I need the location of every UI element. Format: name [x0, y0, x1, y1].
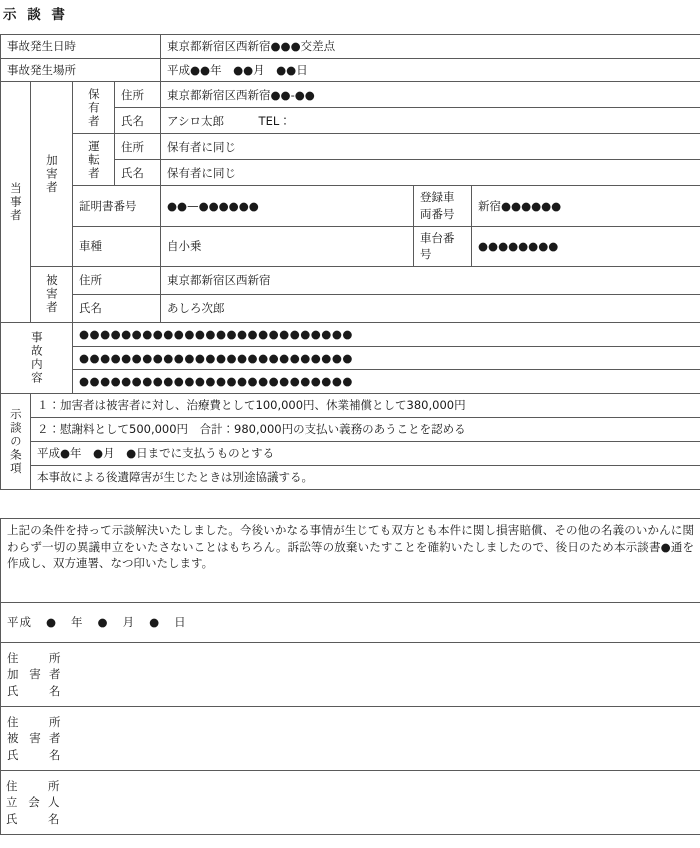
- signing-date-line: [1, 603, 700, 643]
- settlement-term-1: １：加害者は被害者に対し、治療費として100,000円、休業補償として380,000円: [31, 394, 700, 418]
- table-row: [1, 519, 700, 603]
- driver-label: 運転者: [73, 134, 115, 186]
- table-row: [1, 418, 700, 442]
- victim-name-value: あしろ次郎: [161, 295, 700, 323]
- driver-address-label: 住所: [115, 134, 161, 160]
- signature-address-char-2: 所: [49, 714, 61, 729]
- signature-name-char-2: 名: [49, 683, 61, 698]
- table-row: [1, 226, 700, 266]
- signature-role-char-2: 会: [28, 795, 40, 810]
- driver-address-value: 保有者に同じ: [161, 134, 700, 160]
- signature-block-witness: [1, 771, 700, 835]
- victim-address-label: 住所: [73, 267, 161, 295]
- registration-number-value: 新宿●●●●●●: [472, 186, 700, 226]
- signature-role-char-1: 被: [7, 731, 19, 746]
- table-row: [1, 442, 700, 466]
- table-row: [1, 643, 700, 707]
- incident-content-line-2: ●●●●●●●●●●●●●●●●●●●●●●●●●●: [73, 346, 700, 370]
- signature-role-row: [7, 730, 694, 747]
- signing-date-day-mark: ●: [149, 615, 161, 630]
- table-row: [1, 394, 700, 418]
- signing-date-month-mark: ●: [97, 615, 109, 630]
- table-row: [1, 603, 700, 643]
- signature-address-char-1: 住: [7, 714, 19, 729]
- accident-datetime-value: 東京都新宿区西新宿●●●交差点: [161, 35, 700, 59]
- settlement-term-3: 平成●年 ●月 ●日までに支払うものとする: [31, 442, 700, 466]
- car-type-label: 車種: [73, 226, 161, 266]
- table-row: [1, 295, 700, 323]
- car-type-value: 自小乗: [161, 226, 414, 266]
- settlement-term-2: ２：慰謝料として500,000円 合計：980,000円の支払い義務のあうことを認める: [31, 418, 700, 442]
- section-spacer: [0, 490, 700, 518]
- chassis-number-value: ●●●●●●●●: [472, 226, 700, 266]
- victim-name-label: 氏名: [73, 295, 161, 323]
- accident-datetime-label: 事故発生日時: [1, 35, 161, 59]
- signature-block-offender: [1, 643, 700, 707]
- offender-label: 加害者: [31, 82, 73, 267]
- signature-block-victim: [1, 707, 700, 771]
- table-row: [1, 58, 700, 82]
- chassis-number-label: 車台番号: [414, 226, 472, 266]
- driver-name-label: 氏名: [115, 160, 161, 186]
- table-row: [1, 134, 700, 160]
- owner-label: 保有者: [73, 82, 115, 134]
- settlement-terms-label: 示談の条項: [1, 394, 31, 490]
- table-row: [1, 466, 700, 490]
- accident-place-value: 平成●●年 ●●月 ●●日: [161, 58, 700, 82]
- victim-label: 被害者: [31, 267, 73, 323]
- victim-address-value: 東京都新宿区西新宿: [161, 267, 700, 295]
- signature-role-char-3: 人: [48, 795, 60, 810]
- page-title: 示 談 書: [3, 7, 68, 23]
- certificate-number-label: 証明書番号: [73, 186, 161, 226]
- signature-role-char-2: 害: [29, 667, 41, 682]
- table-row: [1, 267, 700, 295]
- table-row: [1, 35, 700, 59]
- signing-date-day-unit: 日: [174, 615, 187, 630]
- certificate-number-value: ●●—●●●●●●: [161, 186, 414, 226]
- signature-address-char-1: 住: [7, 650, 19, 665]
- accident-details-table: [0, 34, 700, 490]
- statement-and-signature-table: [0, 518, 700, 835]
- signature-address-row: [7, 650, 694, 667]
- driver-name-value: 保有者に同じ: [161, 160, 700, 186]
- signature-address-char-2: 所: [48, 778, 60, 793]
- signing-date-year-mark: ●: [46, 615, 58, 630]
- statement-paragraph-cell: [1, 519, 700, 603]
- signature-role-char-1: 加: [7, 667, 19, 682]
- signature-name-row: [6, 811, 694, 828]
- signing-date-year-unit: 年: [71, 615, 84, 630]
- signature-name-row: [7, 747, 694, 764]
- table-row: [1, 370, 700, 394]
- signature-address-row: [6, 778, 694, 795]
- signature-name-char-2: 名: [48, 811, 60, 826]
- signature-role-char-2: 害: [29, 731, 41, 746]
- signature-role-char-3: 者: [49, 731, 61, 746]
- parties-group-label: 当事者: [1, 82, 31, 323]
- accident-place-label: 事故発生場所: [1, 58, 161, 82]
- table-row: [1, 82, 700, 108]
- signature-name-char-2: 名: [49, 747, 61, 762]
- table-row: [1, 771, 700, 835]
- signature-name-char-1: 氏: [7, 683, 19, 698]
- signature-role-row: [7, 666, 694, 683]
- owner-name-value: アシロ太郎 TEL：: [161, 108, 700, 134]
- signature-role-char-1: 立: [6, 795, 18, 810]
- table-row: [1, 707, 700, 771]
- table-row: [1, 186, 700, 226]
- owner-address-value: 東京都新宿区西新宿●●-●●: [161, 82, 700, 108]
- signature-address-char-2: 所: [49, 650, 61, 665]
- signature-role-row: [6, 794, 694, 811]
- owner-name-label: 氏名: [115, 108, 161, 134]
- table-row: [1, 323, 700, 347]
- signature-name-row: [7, 683, 694, 700]
- statement-paragraph: 上記の条件を持って示談解決いたしました。今後いかなる事情が生じても双方とも本件に関し損害賠償、その他の名義のいかんに関わらず一切の異議申立をいたさないことはもちろん。訴訟等の放棄いたすことを確約いたしましたので、後日のため本示談書●通を作成し、双方連署、なつ印いたします。: [7, 523, 694, 571]
- signature-name-char-1: 氏: [7, 747, 19, 762]
- registration-number-label: 登録車両番号: [414, 186, 472, 226]
- signature-role-char-3: 者: [49, 667, 61, 682]
- table-row: [1, 346, 700, 370]
- signature-name-char-1: 氏: [6, 811, 18, 826]
- incident-content-line-3: ●●●●●●●●●●●●●●●●●●●●●●●●●●: [73, 370, 700, 394]
- signing-date-month-unit: 月: [122, 615, 136, 630]
- signature-address-char-1: 住: [6, 778, 18, 793]
- incident-content-label: 事故内容: [1, 323, 73, 394]
- signing-date-era: 平成: [7, 615, 32, 630]
- signature-address-row: [7, 714, 694, 731]
- incident-content-line-1: ●●●●●●●●●●●●●●●●●●●●●●●●●●: [73, 323, 700, 347]
- settlement-term-4: 本事故による後遺障害が生じたときは別途協議する。: [31, 466, 700, 490]
- owner-address-label: 住所: [115, 82, 161, 108]
